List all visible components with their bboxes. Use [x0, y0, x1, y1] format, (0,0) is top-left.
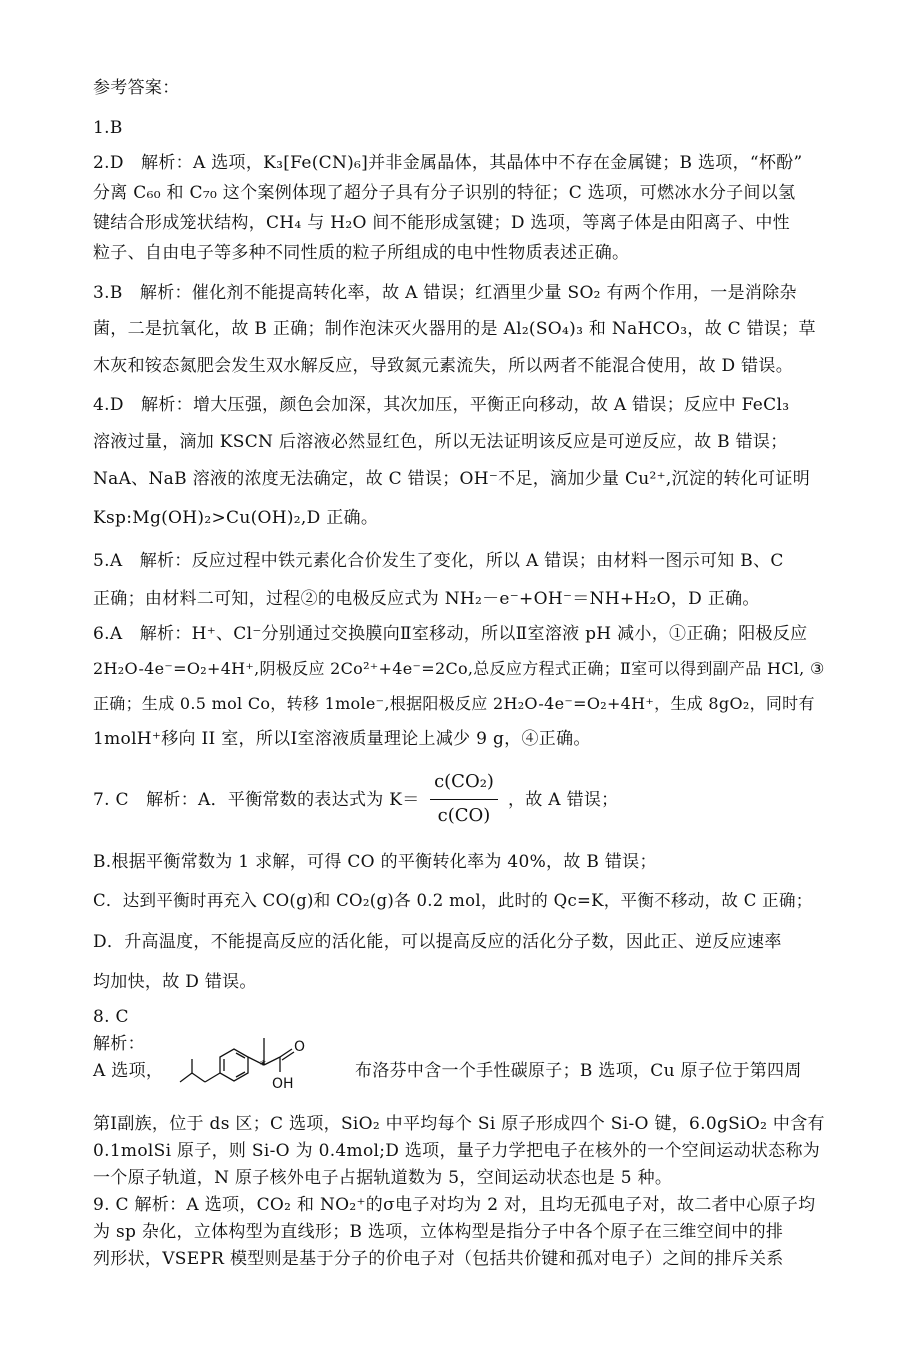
- fraction-bar: [430, 799, 498, 800]
- answer-8-line-3b: 布洛芬中含一个手性碳原子；B 选项，Cu 原子位于第四周: [355, 1061, 802, 1081]
- answer-3-line-3: 木灰和铵态氮肥会发生双水解反应，导致氮元素流失，所以两者不能混合使用，故 D 错误。: [93, 356, 794, 376]
- answer-3-line-1: 3.B 解析：催化剂不能提高转化率，故 A 错误；红酒里少量 SO₂ 有两个作用，一是消除杂: [93, 283, 797, 303]
- answer-6-line-2: 2H₂O-4e⁻=O₂+4H⁺,阴极反应 2Co²⁺+4e⁻=2Co,总反应方程式正确；Ⅱ室可以得到副产品 HCl, ③: [93, 659, 825, 678]
- answer-7-line-4: D．升高温度，不能提高反应的活化能，可以提高反应的活化分子数，因此正、逆反应速率: [93, 932, 782, 952]
- answer-8-line-6: 一个原子轨道，N 原子核外电子占据轨道数为 5，空间运动状态也是 5 种。: [93, 1168, 673, 1188]
- header-title: 参考答案：: [93, 78, 180, 98]
- answer-4-line-3: NaA、NaB 溶液的浓度无法确定，故 C 错误；OH⁻不足，滴加少量 Cu²⁺,沉淀的转化可证明: [93, 469, 810, 489]
- answer-8-line-5: 0.1molSi 原子，则 Si-O 为 0.4mol;D 选项，量子力学把电子在核外的一个空间运动状态称为: [93, 1141, 821, 1161]
- answer-8-line-4: 第Ⅰ副族，位于 ds 区；C 选项，SiO₂ 中平均每个 Si 原子形成四个 Si-O 键，6.0gSiO₂ 中含有: [93, 1114, 825, 1134]
- answer-2-line-2: 分离 C₆₀ 和 C₇₀ 这个案例体现了超分子具有分子识别的特征；C 选项，可燃冰水分子间以氢: [93, 183, 796, 203]
- answer-9-line-1: 9. C 解析：A 选项，CO₂ 和 NO₂⁺的σ电子对均为 2 对，且均无孤电子对，故二者中心原子均: [93, 1195, 816, 1215]
- answer-7-line-5: 均加快，故 D 错误。: [93, 972, 257, 992]
- answer-5-line-1: 5.A 解析：反应过程中铁元素化合价发生了变化，所以 A 错误；由材料一图示可知 B、C: [93, 551, 784, 571]
- fraction-denominator: c(CO): [437, 805, 491, 826]
- answer-1: 1.B: [93, 118, 123, 138]
- answer-7-suffix: ，故 A 错误；: [508, 790, 619, 810]
- answer-9-line-2: 为 sp 杂化，立体构型为直线形；B 选项，立体构型是指分子中各个原子在三维空间中的排: [93, 1222, 784, 1242]
- answer-7-line-2: B.根据平衡常数为 1 求解，可得 CO 的平衡转化率为 40%，故 B 错误；: [93, 852, 657, 872]
- ibuprofen-structure-icon: [178, 1036, 348, 1098]
- answer-5-line-2: 正确；由材料二可知，过程②的电极反应式为 NH₂－e⁻+OH⁻＝NH+H₂O，D 正确。: [93, 589, 760, 609]
- answer-9-line-3: 列形状，VSEPR 模型则是基于分子的价电子对（包括共价键和孤对电子）之间的排斥关系: [93, 1249, 784, 1269]
- answer-6-line-4: 1molH⁺移向 II 室，所以Ⅰ室溶液质量理论上减少 9 g，④正确。: [93, 729, 591, 749]
- answer-4-line-2: 溶液过量，滴加 KSCN 后溶液必然显红色，所以无法证明该反应是可逆反应，故 B 错误；: [93, 432, 788, 452]
- answer-4-line-4: Ksp:Mg(OH)₂>Cu(OH)₂,D 正确。: [93, 508, 379, 528]
- answer-7-prefix: 7. C 解析：A．平衡常数的表达式为 K＝: [93, 790, 420, 810]
- answer-3-line-2: 菌，二是抗氧化，故 B 正确；制作泡沫灭火器用的是 Al₂(SO₄)₃ 和 NaHCO₃，故 C 错误；草: [93, 319, 816, 339]
- answer-8-line-2: 解析：: [93, 1034, 145, 1054]
- answer-2-line-4: 粒子、自由电子等多种不同性质的粒子所组成的电中性物质表述正确。: [93, 243, 630, 263]
- answer-2-line-3: 键结合形成笼状结构，CH₄ 与 H₂O 间不能形成氢键；D 选项，等离子体是由阳离子、中性: [93, 213, 790, 233]
- mol-oxygen-label: O: [294, 1039, 306, 1055]
- mol-hydroxyl-label: OH: [272, 1076, 294, 1092]
- fraction-numerator: c(CO₂): [434, 771, 494, 792]
- answer-7-line-3: C．达到平衡时再充入 CO(g)和 CO₂(g)各 0.2 mol，此时的 Qc=K，平衡不移动，故 C 正确；: [93, 891, 813, 910]
- answer-8-line-1: 8. C: [93, 1007, 129, 1027]
- answer-8-line-3a: A 选项，: [93, 1061, 164, 1081]
- chiral-star-icon: *: [260, 1058, 266, 1072]
- answer-6-line-3: 正确；生成 0.5 mol Co，转移 1mole⁻,根据阳极反应 2H₂O-4e⁻=O₂+4H⁺，生成 8gO₂，同时有: [93, 694, 815, 713]
- answer-4-line-1: 4.D 解析：增大压强，颜色会加深，其次加压，平衡正向移动，故 A 错误；反应中 FeCl₃: [93, 395, 790, 415]
- answer-2-line-1: 2.D 解析：A 选项，K₃[Fe(CN)₆]并非金属晶体，其晶体中不存在金属键；B 选项，“杯酚”: [93, 153, 803, 173]
- answer-6-line-1: 6.A 解析：H⁺、Cl⁻分别通过交换膜向Ⅱ室移动，所以Ⅱ室溶液 pH 减小，①正确；阳极反应: [93, 624, 808, 644]
